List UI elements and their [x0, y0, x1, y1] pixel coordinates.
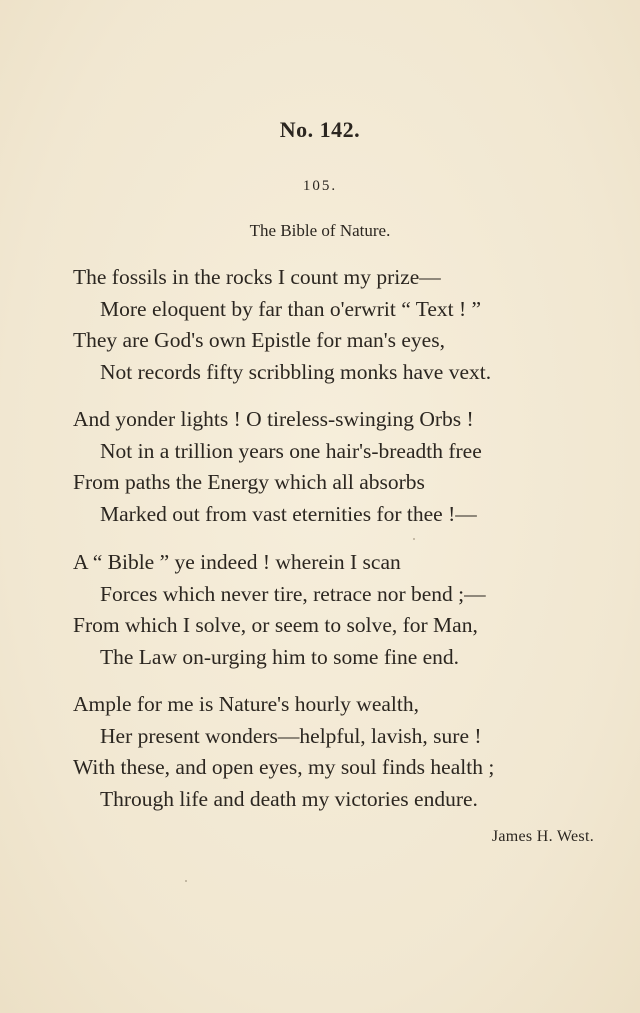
- stanza-3: [73, 547, 613, 673]
- verse-line: Her present wonders—helpful, lavish, sure !: [100, 723, 482, 748]
- verse-line: More eloquent by far than o'erwrit “ Text ! ”: [100, 296, 482, 321]
- verse-line: The Law on-urging him to some fine end.: [100, 644, 460, 669]
- verse-line: They are God's own Epistle for man's eyes,: [73, 328, 445, 352]
- tune-number: 105.: [302, 178, 338, 194]
- verse-line: A “ Bible ” ye indeed ! wherein I scan: [73, 550, 401, 574]
- verse-line: And yonder lights ! O tireless-swinging Orbs !: [73, 407, 474, 431]
- verse-line: Ample for me is Nature's hourly wealth,: [73, 692, 419, 716]
- stanza-4: [73, 689, 613, 815]
- verse-line: The fossils in the rocks I count my prize—: [73, 265, 441, 289]
- paper-speck: [185, 880, 187, 882]
- hymn-number: No. 142.: [279, 117, 361, 142]
- verse-line: From paths the Energy which all absorbs: [73, 470, 425, 494]
- paper-speck: [413, 538, 415, 540]
- verse-line: Marked out from vast eternities for thee !—: [100, 501, 477, 526]
- verse-line: With these, and open eyes, my soul finds health ;: [73, 755, 495, 779]
- stanza-1: [73, 262, 613, 388]
- hymn-title: The Bible of Nature.: [249, 221, 391, 240]
- verse-line: From which I solve, or seem to solve, for Man,: [73, 613, 478, 637]
- verse-line: Not records fifty scribbling monks have vext.: [100, 359, 492, 384]
- verse-line: Through life and death my victories endure.: [100, 786, 478, 811]
- verse-line: Forces which never tire, retrace nor bend ;—: [100, 581, 486, 606]
- verse-line: Not in a trillion years one hair's-breadth free: [100, 438, 482, 463]
- author-attribution: James H. West.: [491, 828, 594, 845]
- stanza-2: [73, 404, 613, 530]
